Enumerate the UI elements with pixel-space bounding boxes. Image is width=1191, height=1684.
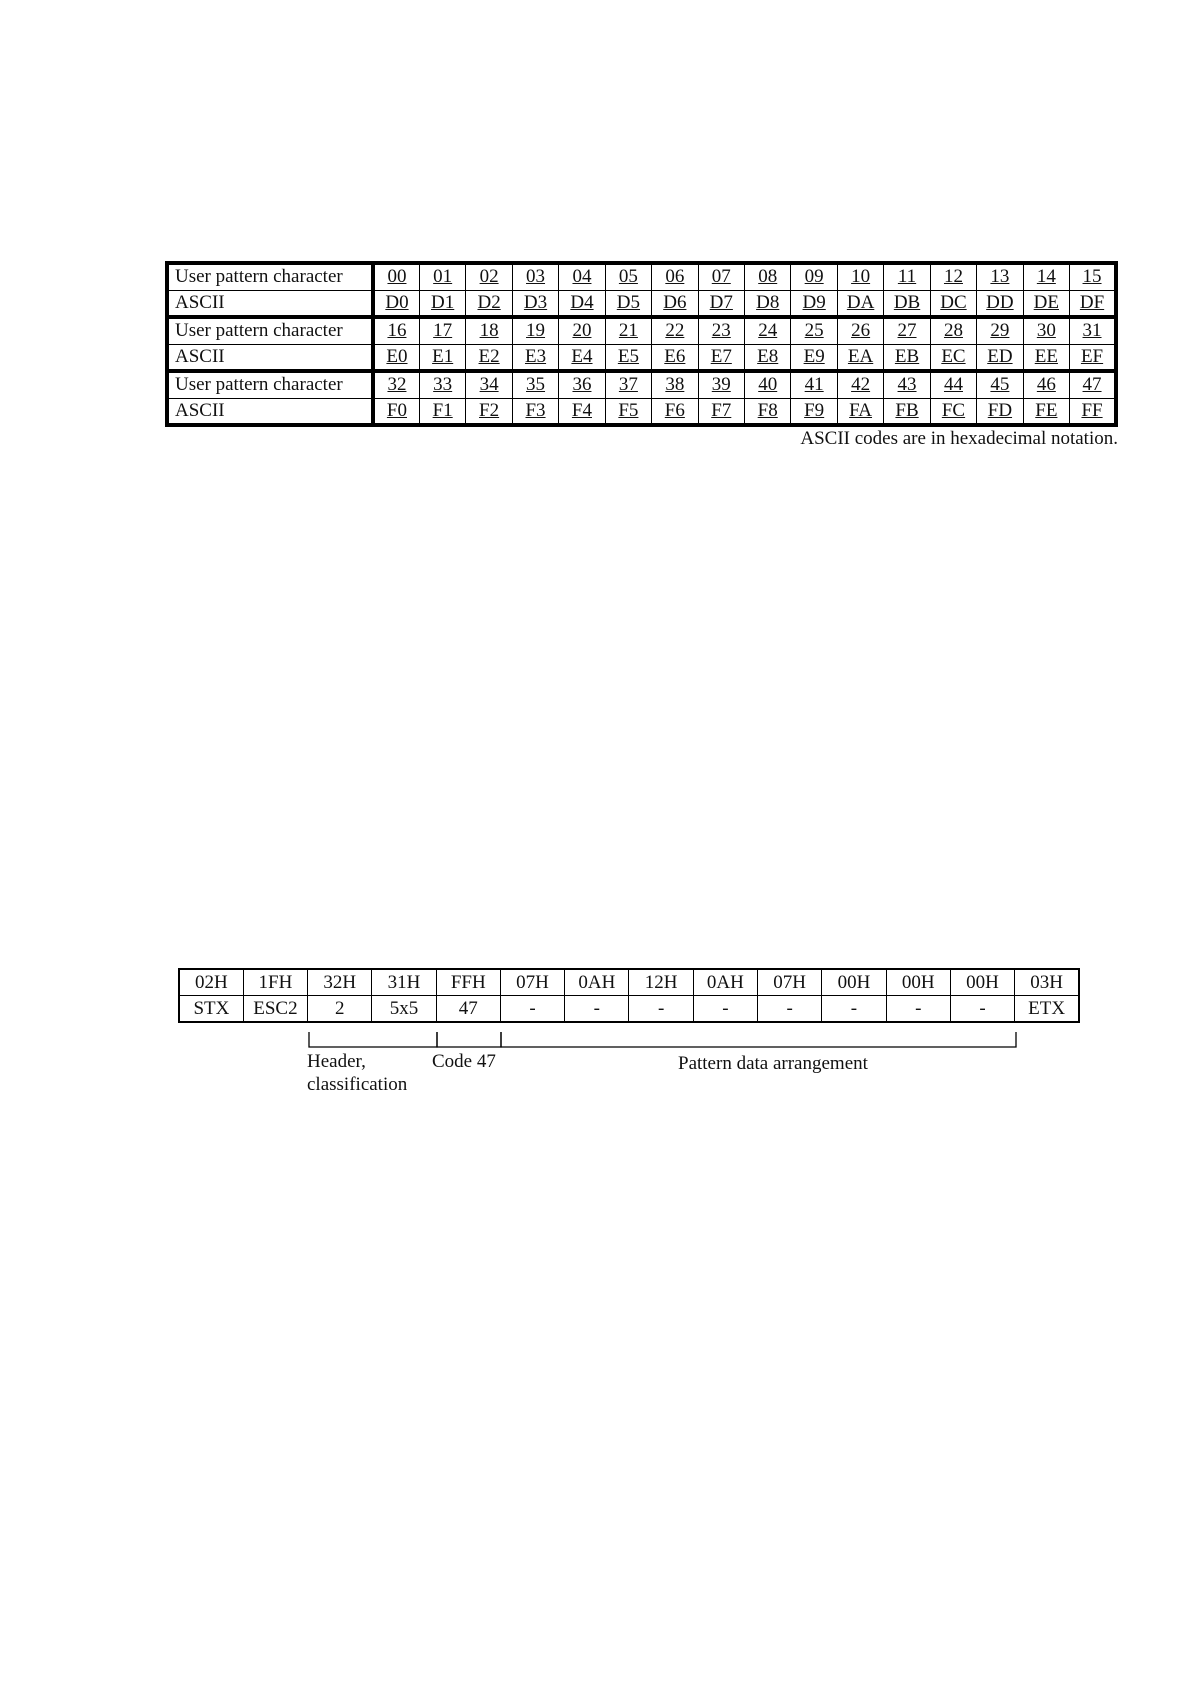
frame-hex-cell: 12H — [629, 969, 693, 996]
hex-notation-note: ASCII codes are in hexadecimal notation. — [800, 428, 1118, 449]
user-pattern-cell: 16 — [373, 317, 419, 344]
frame-meaning-cell: - — [822, 996, 886, 1023]
user-pattern-cell: 40 — [745, 371, 791, 398]
user-pattern-cell: 07 — [698, 263, 744, 290]
ascii-cell: FA — [837, 398, 883, 425]
row-label: User pattern character — [167, 371, 373, 398]
user-pattern-cell: 08 — [745, 263, 791, 290]
frame-meaning-cell: - — [693, 996, 757, 1023]
frame-meaning-cell: - — [629, 996, 693, 1023]
code-bracket — [437, 1032, 501, 1047]
row-label: ASCII — [167, 290, 373, 317]
header-caption-line1: Header, — [307, 1051, 366, 1072]
user-pattern-cell: 27 — [884, 317, 930, 344]
frame-hex-cell: 31H — [372, 969, 436, 996]
frame-hex-cell: 0AH — [565, 969, 629, 996]
ascii-cell: FB — [884, 398, 930, 425]
ascii-cell: DD — [977, 290, 1023, 317]
ascii-cell: EF — [1070, 344, 1116, 371]
ascii-cell: F8 — [745, 398, 791, 425]
ascii-cell: FC — [930, 398, 976, 425]
frame-hex-cell: 00H — [886, 969, 950, 996]
ascii-cell: D1 — [419, 290, 465, 317]
ascii-cell: E1 — [419, 344, 465, 371]
ascii-cell: F4 — [559, 398, 605, 425]
ascii-cell: D7 — [698, 290, 744, 317]
ascii-cell: E2 — [466, 344, 512, 371]
user-pattern-cell: 17 — [419, 317, 465, 344]
ascii-cell: FD — [977, 398, 1023, 425]
user-pattern-cell: 34 — [466, 371, 512, 398]
user-pattern-cell: 09 — [791, 263, 837, 290]
user-pattern-cell: 15 — [1070, 263, 1116, 290]
row-label: User pattern character — [167, 317, 373, 344]
ascii-cell: F3 — [512, 398, 558, 425]
user-pattern-cell: 45 — [977, 371, 1023, 398]
user-pattern-cell: 28 — [930, 317, 976, 344]
ascii-cell: DB — [884, 290, 930, 317]
user-pattern-cell: 32 — [373, 371, 419, 398]
ascii-cell: F0 — [373, 398, 419, 425]
frame-hex-cell: 1FH — [243, 969, 307, 996]
user-pattern-cell: 42 — [837, 371, 883, 398]
user-pattern-cell: 46 — [1023, 371, 1069, 398]
user-pattern-cell: 19 — [512, 317, 558, 344]
pattern-bracket — [501, 1032, 1016, 1047]
row-label: User pattern character — [167, 263, 373, 290]
user-pattern-cell: 20 — [559, 317, 605, 344]
user-pattern-cell: 26 — [837, 317, 883, 344]
frame-meaning-cell: - — [950, 996, 1014, 1023]
user-pattern-cell: 05 — [605, 263, 651, 290]
ascii-cell: D2 — [466, 290, 512, 317]
ascii-cell: E3 — [512, 344, 558, 371]
user-pattern-cell: 24 — [745, 317, 791, 344]
frame-meaning-cell: ETX — [1015, 996, 1079, 1023]
user-pattern-cell: 31 — [1070, 317, 1116, 344]
user-pattern-cell: 03 — [512, 263, 558, 290]
ascii-cell: F9 — [791, 398, 837, 425]
ascii-cell: E5 — [605, 344, 651, 371]
header-bracket — [309, 1032, 437, 1047]
user-pattern-cell: 00 — [373, 263, 419, 290]
row-label: ASCII — [167, 398, 373, 425]
ascii-cell: D6 — [652, 290, 698, 317]
user-pattern-cell: 12 — [930, 263, 976, 290]
ascii-cell: F7 — [698, 398, 744, 425]
user-pattern-cell: 01 — [419, 263, 465, 290]
user-pattern-cell: 23 — [698, 317, 744, 344]
user-pattern-cell: 02 — [466, 263, 512, 290]
ascii-cell: FE — [1023, 398, 1069, 425]
user-pattern-cell: 25 — [791, 317, 837, 344]
frame-meaning-cell: STX — [179, 996, 243, 1023]
ascii-cell: F2 — [466, 398, 512, 425]
frame-meaning-cell: - — [886, 996, 950, 1023]
frame-meaning-cell: 47 — [436, 996, 500, 1023]
user-pattern-cell: 11 — [884, 263, 930, 290]
ascii-cell: D4 — [559, 290, 605, 317]
ascii-cell: D5 — [605, 290, 651, 317]
ascii-cell: D8 — [745, 290, 791, 317]
frame-hex-cell: 07H — [500, 969, 564, 996]
frame-meaning-cell: - — [758, 996, 822, 1023]
user-pattern-cell: 21 — [605, 317, 651, 344]
ascii-cell: DC — [930, 290, 976, 317]
frame-meaning-cell: 2 — [308, 996, 372, 1023]
frame-meaning-cell: 5x5 — [372, 996, 436, 1023]
user-pattern-cell: 10 — [837, 263, 883, 290]
pattern-caption: Pattern data arrangement — [678, 1053, 868, 1074]
frame-hex-cell: FFH — [436, 969, 500, 996]
ascii-cell: D9 — [791, 290, 837, 317]
frame-meaning-cell: - — [500, 996, 564, 1023]
ascii-cell: ED — [977, 344, 1023, 371]
user-pattern-cell: 14 — [1023, 263, 1069, 290]
ascii-cell: FF — [1070, 398, 1116, 425]
header-classification-caption — [307, 1050, 407, 1096]
user-pattern-cell: 04 — [559, 263, 605, 290]
frame-hex-cell: 32H — [308, 969, 372, 996]
user-pattern-cell: 30 — [1023, 317, 1069, 344]
ascii-cell: EC — [930, 344, 976, 371]
user-pattern-cell: 37 — [605, 371, 651, 398]
frame-hex-cell: 0AH — [693, 969, 757, 996]
user-pattern-cell: 47 — [1070, 371, 1116, 398]
ascii-cell: D0 — [373, 290, 419, 317]
ascii-cell: EE — [1023, 344, 1069, 371]
user-pattern-cell: 44 — [930, 371, 976, 398]
ascii-cell: DE — [1023, 290, 1069, 317]
user-pattern-cell: 35 — [512, 371, 558, 398]
user-pattern-cell: 43 — [884, 371, 930, 398]
frame-hex-cell: 02H — [179, 969, 243, 996]
ascii-cell: E8 — [745, 344, 791, 371]
frame-meaning-cell: - — [565, 996, 629, 1023]
header-caption-line2: classification — [307, 1074, 408, 1095]
row-label: ASCII — [167, 344, 373, 371]
frame-meaning-cell: ESC2 — [243, 996, 307, 1023]
user-pattern-cell: 29 — [977, 317, 1023, 344]
ascii-cell: EB — [884, 344, 930, 371]
ascii-cell: DA — [837, 290, 883, 317]
user-pattern-cell: 41 — [791, 371, 837, 398]
user-pattern-cell: 13 — [977, 263, 1023, 290]
ascii-cell: E4 — [559, 344, 605, 371]
ascii-cell: F1 — [419, 398, 465, 425]
ascii-cell: E0 — [373, 344, 419, 371]
ascii-cell: DF — [1070, 290, 1116, 317]
user-pattern-cell: 06 — [652, 263, 698, 290]
ascii-cell: F5 — [605, 398, 651, 425]
code-caption: Code 47 — [432, 1051, 496, 1072]
user-pattern-cell: 39 — [698, 371, 744, 398]
user-pattern-cell: 36 — [559, 371, 605, 398]
ascii-cell: F6 — [652, 398, 698, 425]
ascii-cell: D3 — [512, 290, 558, 317]
frame-hex-cell: 00H — [950, 969, 1014, 996]
frame-hex-cell: 07H — [758, 969, 822, 996]
ascii-cell: EA — [837, 344, 883, 371]
user-pattern-cell: 18 — [466, 317, 512, 344]
frame-hex-cell: 00H — [822, 969, 886, 996]
user-pattern-cell: 22 — [652, 317, 698, 344]
user-pattern-cell: 33 — [419, 371, 465, 398]
ascii-cell: E6 — [652, 344, 698, 371]
ascii-cell: E7 — [698, 344, 744, 371]
ascii-cell: E9 — [791, 344, 837, 371]
frame-hex-cell: 03H — [1015, 969, 1079, 996]
user-pattern-cell: 38 — [652, 371, 698, 398]
